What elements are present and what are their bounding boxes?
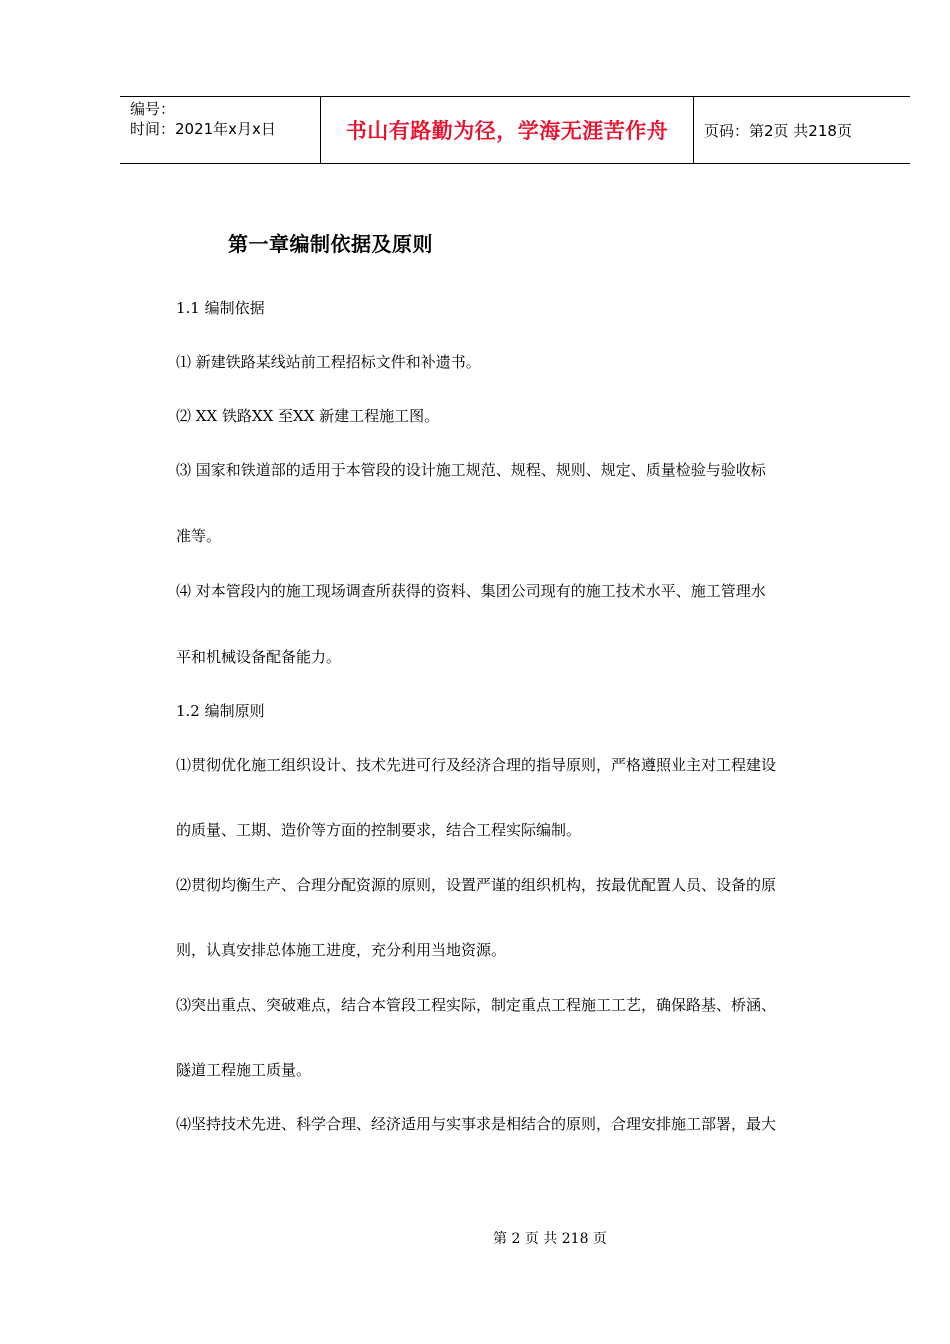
paragraph-line: ⑷坚持技术先进、科学合理、经济适用与实事求是相结合的原则，合理安排施工部署，最大	[176, 1115, 777, 1133]
header-page-cell	[694, 97, 910, 163]
paragraph-line: 平和机械设备配备能力。	[176, 648, 342, 666]
header-table	[120, 96, 910, 164]
document-number-label: 编号：	[130, 100, 176, 118]
paragraph-line: ⑵贯彻均衡生产、合理分配资源的原则，设置严谨的组织机构，按最优配置人员、设备的原	[176, 876, 777, 894]
header-motto-cell	[321, 97, 694, 163]
chapter-title: 第一章编制依据及原则	[228, 232, 433, 256]
paragraph-line: 准等。	[176, 527, 222, 545]
section-heading-basis: 1.1 编制依据	[176, 299, 265, 317]
paragraph-line: ⑵ XX 铁路XX 至XX 新建工程施工图。	[176, 407, 440, 425]
header-page-info: 页码：第2页 共218页	[704, 121, 852, 140]
header-meta-cell	[120, 97, 321, 163]
section-heading-principles: 1.2 编制原则	[176, 702, 265, 720]
document-date: 时间：2021年x月x日	[130, 120, 276, 138]
paragraph-line: 隧道工程施工质量。	[176, 1061, 312, 1079]
page-footer: 第 2 页 共 218 页	[493, 1231, 607, 1247]
paragraph-line: ⑴贯彻优化施工组织设计、技术先进可行及经济合理的指导原则，严格遵照业主对工程建设	[176, 756, 777, 774]
paragraph-line: ⑷ 对本管段内的施工现场调查所获得的资料、集团公司现有的施工技术水平、施工管理水	[176, 582, 766, 600]
paragraph-line: 则，认真安排总体施工进度，充分利用当地资源。	[176, 941, 507, 959]
header-motto: 书山有路勤为径，学海无涯苦作舟	[345, 119, 669, 143]
paragraph-line: 的质量、工期、造价等方面的控制要求，结合工程实际编制。	[176, 821, 582, 839]
paragraph-line: ⑴ 新建铁路某线站前工程招标文件和补遗书。	[176, 353, 481, 371]
paragraph-line: ⑶突出重点、突破难点，结合本管段工程实际，制定重点工程施工工艺，确保路基、桥涵、	[176, 996, 777, 1014]
paragraph-line: ⑶ 国家和铁道部的适用于本管段的设计施工规范、规程、规则、规定、质量检验与验收标	[176, 461, 766, 479]
